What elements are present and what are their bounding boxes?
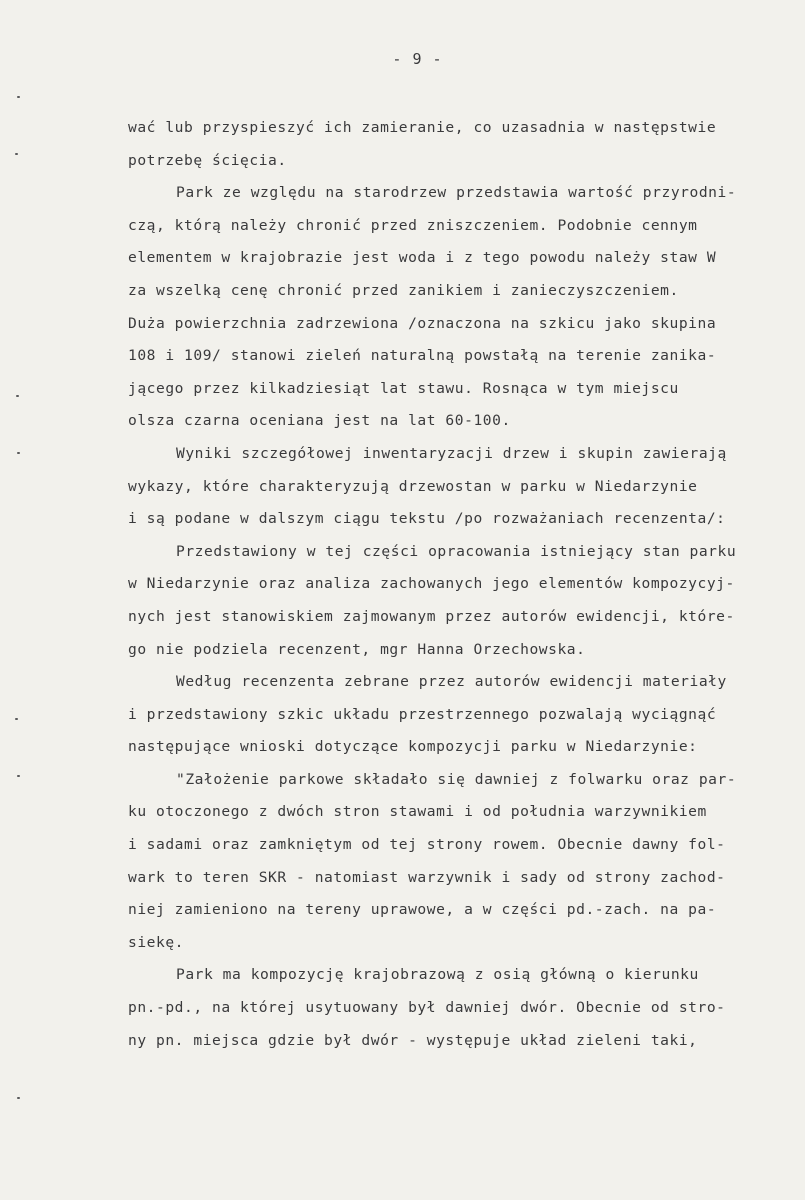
text-line: pn.-pd., na której usytuowany był dawniej dwór. Obecnie od stro- [128,999,726,1017]
text-line: czą, którą należy chronić przed zniszczeniem. Podobnie cennym [128,216,698,234]
margin-mark [17,452,20,454]
text-line: olsza czarna oceniana jest na lat 60-100. [128,412,511,430]
margin-mark [15,718,18,720]
text-line: jącego przez kilkadziesiąt lat stawu. Rosnąca w tym miejscu [128,379,679,397]
text-line: Duża powierzchnia zadrzewiona /oznaczona na szkicu jako skupina [128,314,717,332]
text-line: i są podane w dalszym ciągu tekstu /po rozważaniach recenzenta/: [128,510,726,528]
body-text [128,118,778,1063]
text-line: Wyniki szczegółowej inwentaryzacji drzew i skupin zawierają [176,444,727,462]
text-line: Park ze względu na starodrzew przedstawia wartość przyrodni- [176,184,737,202]
text-line: elementem w krajobrazie jest woda i z tego powodu należy staw W [128,249,717,267]
margin-mark [17,775,20,777]
text-line: i sadami oraz zamkniętym od tej strony rowem. Obecnie dawny fol- [128,836,726,854]
text-line: Park ma kompozycję krajobrazową z osią główną o kierunku [176,966,699,984]
text-line: i przedstawiony szkic układu przestrzennego pozwalają wyciągnąć [128,705,717,723]
margin-mark [17,1097,20,1099]
text-line: wark to teren SKR - natomiast warzywnik i sady od strony zachod- [128,868,726,886]
text-line: go nie podziela recenzent, mgr Hanna Orzechowska. [128,640,586,658]
margin-mark [17,96,20,98]
text-line: "Założenie parkowe składało się dawniej z folwarku oraz par- [176,770,737,788]
text-line: ny pn. miejsca gdzie był dwór - występuje układ zieleni taki, [128,1031,698,1049]
text-line: 108 i 109/ stanowi zieleń naturalną powstałą na terenie zanika- [128,347,717,365]
text-line: następujące wnioski dotyczące kompozycji parku w Niedarzynie: [128,738,698,756]
text-line: wać lub przyspieszyć ich zamieranie, co uzasadnia w następstwie [128,119,717,136]
text-line: siekę. [128,933,185,951]
margin-mark [16,395,19,397]
text-line: nych jest stanowiskiem zajmowanym przez autorów ewidencji, które- [128,607,735,625]
margin-mark [15,153,18,155]
text-line: za wszelką cenę chronić przed zanikiem i zanieczyszczeniem. [128,281,679,299]
text-line: Przedstawiony w tej części opracowania istniejący stan parku [176,542,737,560]
text-line: w Niedarzynie oraz analiza zachowanych jego elementów kompozycyj- [128,575,735,593]
text-line: wykazy, które charakteryzują drzewostan w parku w Niedarzynie [128,477,698,495]
page-number: - 9 - [392,50,443,68]
text-line: Według recenzenta zebrane przez autorów ewidencji materiały [176,673,727,691]
text-line: potrzebę ścięcia. [128,151,287,169]
text-line: niej zamieniono na tereny uprawowe, a w części pd.-zach. na pa- [128,901,717,919]
text-line: ku otoczonego z dwóch stron stawami i od południa warzywnikiem [128,803,707,821]
